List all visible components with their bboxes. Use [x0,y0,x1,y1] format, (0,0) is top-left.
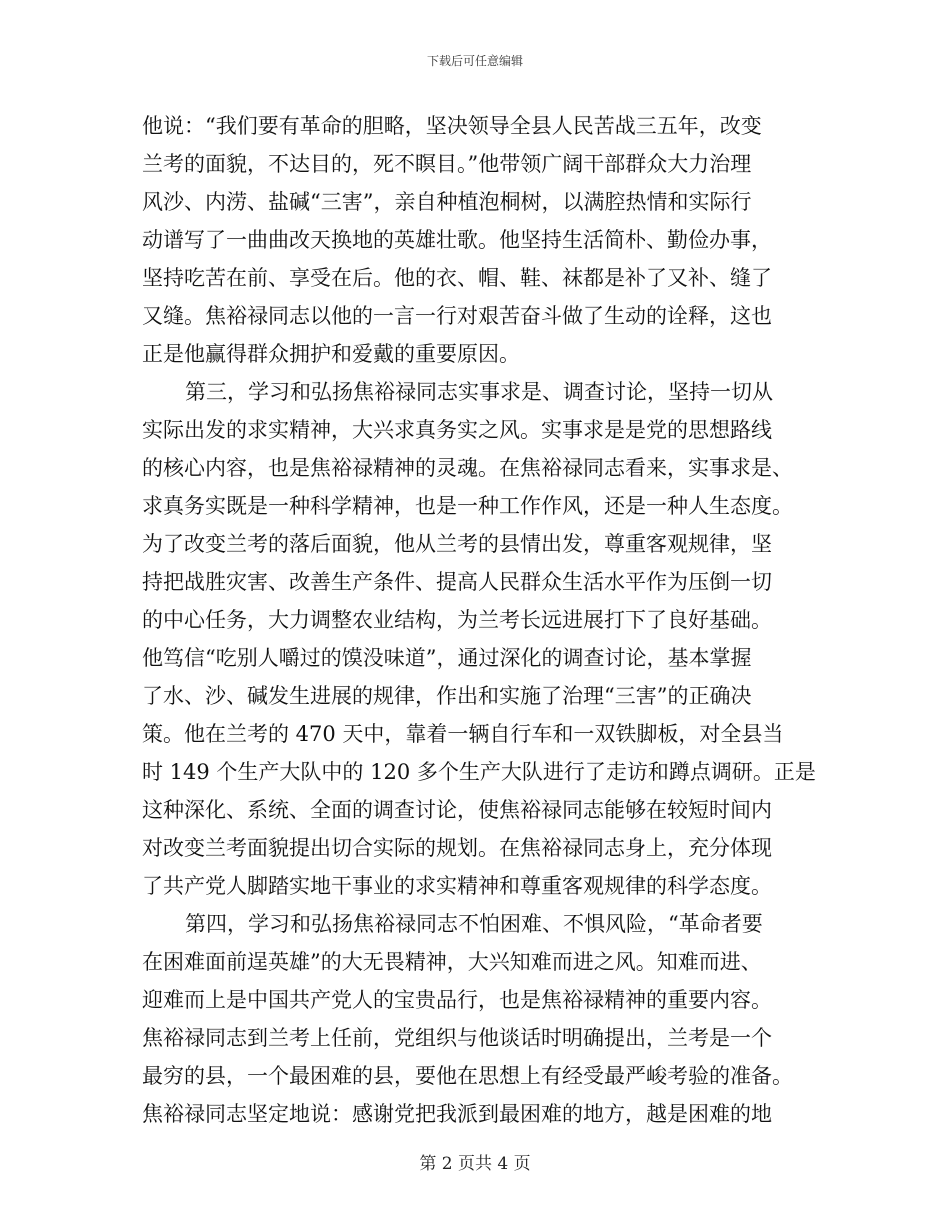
text-line: 迎难而上是中国共产党人的宝贵品行，也是焦裕禄精神的重要内容。 [142,988,772,1012]
text-line: 时 149 个生产大队中的 120 多个生产大队进行了走访和蹲点调研。正是 [142,760,816,784]
text-line: 了共产党人脚踏实地干事业的求实精神和尊重客观规律的科学态度。 [142,874,772,898]
text-line: 的中心任务，大力调整农业结构，为兰考长远进展打下了良好基础。 [142,608,772,632]
text-line: 第四，学习和弘扬焦裕禄同志不怕困难、不惧风险，“革命者要 [185,912,763,936]
text-line: 动谱写了一曲曲改天换地的英雄壮歌。他坚持生活简朴、勤俭办事， [142,228,772,252]
document-body [142,107,816,1133]
text-line: 最穷的县，一个最困难的县，要他在思想上有经受最严峻考验的准备。 [142,1064,793,1088]
text-line: 坚持吃苦在前、享受在后。他的衣、帽、鞋、袜都是补了又补、缝了 [142,266,772,290]
text-line: 了水、沙、碱发生进展的规律，作出和实施了治理“三害”的正确决 [142,684,752,708]
text-line: 他说：“我们要有革命的胆略，坚决领导全县人民苦战三五年，改变 [142,114,762,138]
text-line: 为了改变兰考的落后面貌，他从兰考的县情出发，尊重客观规律，坚 [142,532,772,556]
text-line: 对改变兰考面貌提出切合实际的规划。在焦裕禄同志身上，充分体现 [142,836,772,860]
text-line: 第三，学习和弘扬焦裕禄同志实事求是、调查讨论，坚持一切从 [185,380,773,404]
text-line: 焦裕禄同志坚定地说：感谢党把我派到最困难的地方，越是困难的地 [142,1102,772,1126]
text-line: 焦裕禄同志到兰考上任前，党组织与他谈话时明确提出，兰考是一个 [142,1026,772,1050]
text-line: 的核心内容，也是焦裕禄精神的灵魂。在焦裕禄同志看来，实事求是、 [142,456,793,480]
text-line: 持把战胜灾害、改善生产条件、提高人民群众生活水平作为压倒一切 [142,570,772,594]
page-header: 下载后可任意编辑 [426,54,523,68]
text-line: 正是他赢得群众拥护和爱戴的重要原因。 [142,342,520,366]
text-line: 兰考的面貌，不达目的，死不瞑目。”他带领广阔干部群众大力治理 [142,152,752,176]
text-line: 在困难面前逞英雄”的大无畏精神，大兴知难而进之风。知难而进、 [142,950,762,974]
text-line: 这种深化、系统、全面的调查讨论，使焦裕禄同志能够在较短时间内 [142,798,772,822]
text-line: 策。他在兰考的 470 天中，靠着一辆自行车和一双铁脚板，对全县当 [142,722,784,746]
text-line: 求真务实既是一种科学精神，也是一种工作作风，还是一种人生态度。 [142,494,793,518]
text-line: 风沙、内涝、盐碱“三害”，亲自种植泡桐树，以满腔热情和实际行 [142,190,752,214]
text-line: 他笃信“吃别人嚼过的馍没味道”，通过深化的调查讨论，基本掌握 [142,646,752,670]
page-footer: 第 2 页共 4 页 [419,1154,531,1174]
text-line: 又缝。焦裕禄同志以他的一言一行对艰苦奋斗做了生动的诠释，这也 [142,304,772,328]
text-line: 实际出发的求实精神，大兴求真务实之风。实事求是是党的思想路线 [142,418,772,442]
